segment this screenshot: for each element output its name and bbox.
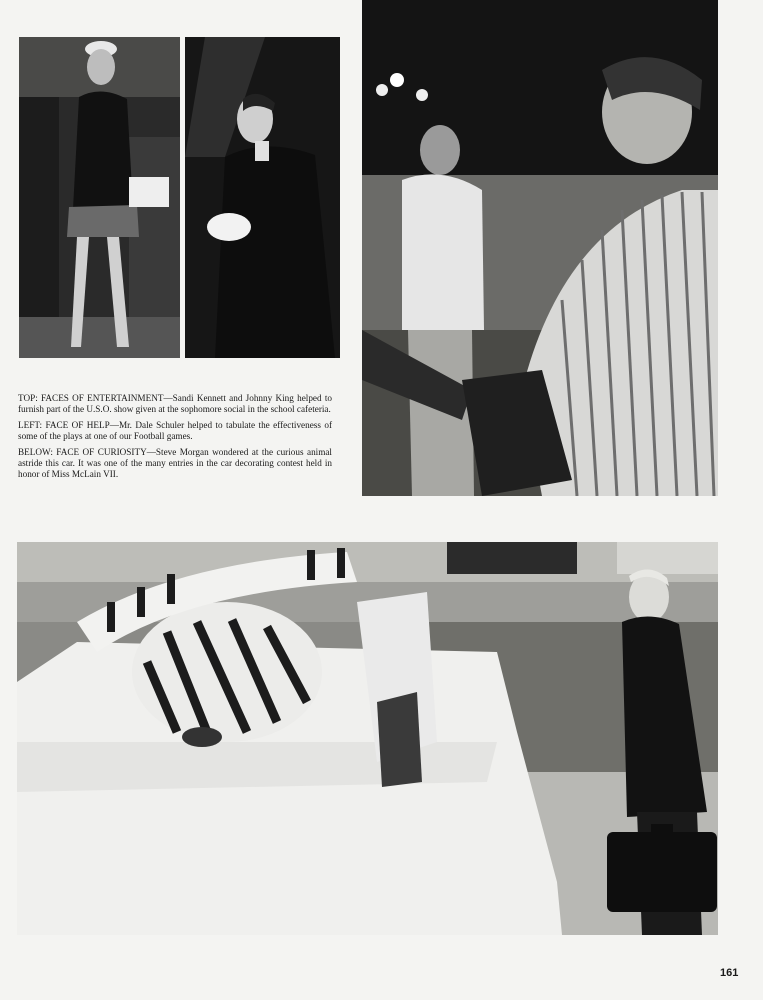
photo-captions bbox=[18, 393, 332, 485]
photo-decorated-car-float bbox=[17, 542, 718, 935]
caption-left: LEFT: FACE OF HELP—Mr. Dale Schuler helped to tabulate the effectiveness of some of the plays at one of our Football games. bbox=[18, 420, 332, 441]
caption-below: BELOW: FACE OF CURIOSITY—Steve Morgan wondered at the curious animal astride this car. It was one of the many entries in the car decorating contest held in honor of Miss McLain VII. bbox=[18, 447, 332, 479]
page-number: 161 bbox=[720, 967, 739, 979]
photo-performer-with-gloves bbox=[185, 37, 340, 358]
caption-top: TOP: FACES OF ENTERTAINMENT—Sandi Kennett and Johnny King helped to furnish part of the U.S.O. show given at the sophomore social in the school cafeteria. bbox=[18, 393, 332, 414]
photo-coach-at-football-game bbox=[362, 0, 718, 496]
photo-majorette-performer bbox=[19, 37, 180, 358]
